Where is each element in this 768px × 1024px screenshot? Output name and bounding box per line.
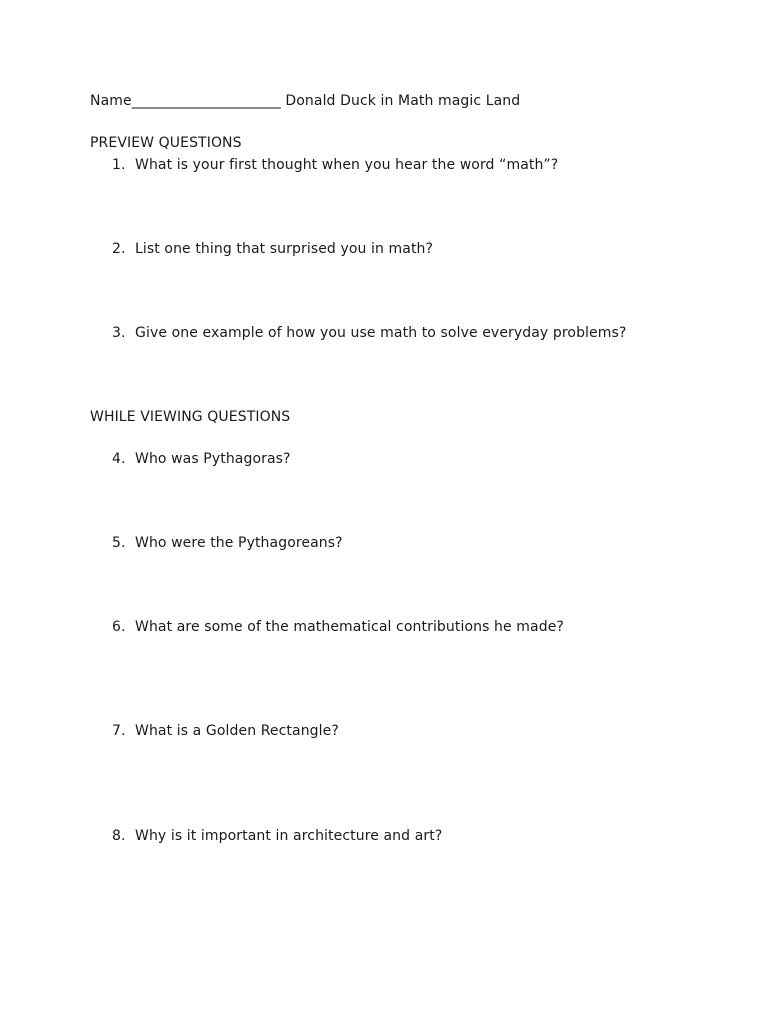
question-item <box>112 722 339 740</box>
question-item <box>112 450 291 468</box>
question-item <box>112 827 442 845</box>
section-heading-preview: PREVIEW QUESTIONS <box>90 135 242 151</box>
question-number: 7. <box>112 723 126 739</box>
question-text: What are some of the mathematical contributions he made? <box>135 619 564 635</box>
question-item <box>112 240 433 258</box>
question-number: 5. <box>112 535 126 551</box>
question-text: Who were the Pythagoreans? <box>135 535 343 551</box>
question-item <box>112 534 343 552</box>
question-number: 1. <box>112 157 126 173</box>
question-text: Who was Pythagoras? <box>135 451 291 467</box>
question-item <box>112 324 626 342</box>
question-number: 4. <box>112 451 126 467</box>
question-item <box>112 156 558 174</box>
question-text: Give one example of how you use math to solve everyday problems? <box>135 325 627 341</box>
question-number: 3. <box>112 325 126 341</box>
header-line <box>90 92 520 110</box>
question-text: Why is it important in architecture and art? <box>135 828 443 844</box>
question-text: What is your first thought when you hear the word “math”? <box>135 157 559 173</box>
section-heading-while-viewing: WHILE VIEWING QUESTIONS <box>90 409 291 425</box>
name-field-label: Name_____________________ <box>90 93 281 109</box>
question-number: 2. <box>112 241 126 257</box>
worksheet-title: Donald Duck in Math magic Land <box>285 93 521 109</box>
question-number: 8. <box>112 828 126 844</box>
question-text: What is a Golden Rectangle? <box>135 723 339 739</box>
question-text: List one thing that surprised you in math? <box>135 241 434 257</box>
question-item <box>112 618 564 636</box>
question-number: 6. <box>112 619 126 635</box>
